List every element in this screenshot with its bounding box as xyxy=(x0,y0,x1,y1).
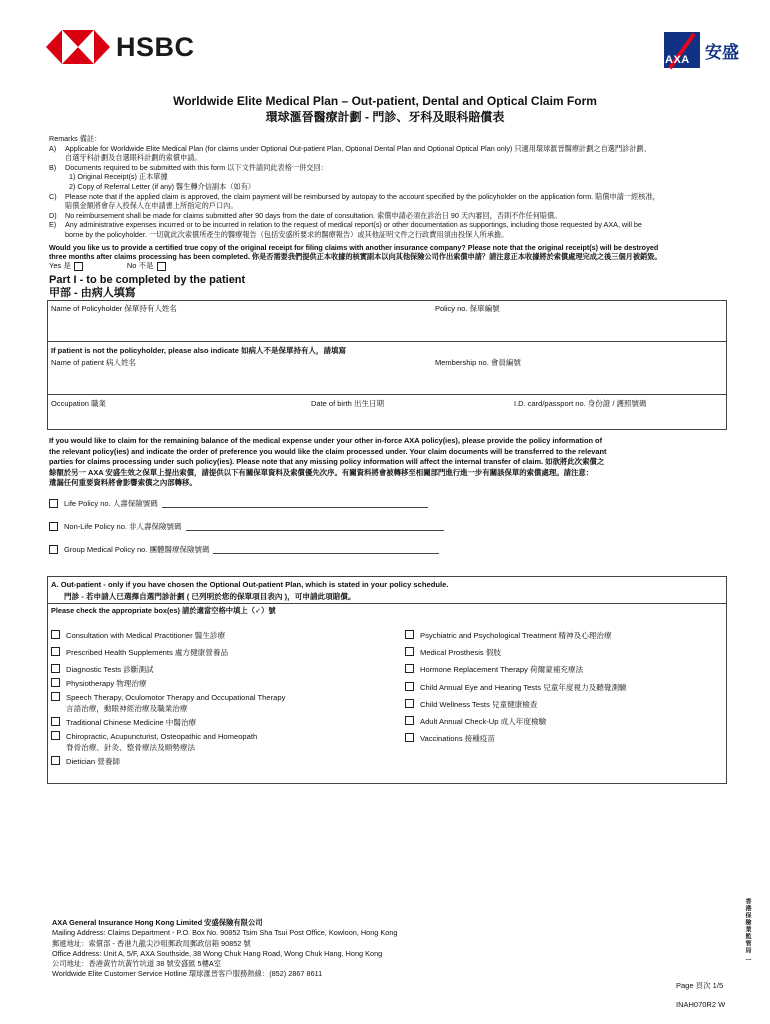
customer-hotline: Worldwide Elite Customer Service Hotline 環球滙晉客戶服務熱線：(852) 2867 8611 xyxy=(52,969,323,979)
group-policy-input[interactable] xyxy=(213,545,439,554)
health-supplements-checkbox[interactable] xyxy=(51,647,60,656)
item-speech-therapy: Speech Therapy, Oculomotor Therapy and Occupational Therapy 言語治療，動眼神經治療及職業治療 xyxy=(51,692,285,714)
item-tcm: Traditional Chinese Medicine 中醫治療 xyxy=(51,717,196,728)
item-dietician: Dietician 營養師 xyxy=(51,756,120,767)
tcm-checkbox[interactable] xyxy=(51,717,60,726)
hormone-checkbox[interactable] xyxy=(405,664,414,673)
axa-logo xyxy=(664,32,739,68)
remarks-section: Remarks 備註： A) Applicable for Worldwide Elite Medical Plan (for claims under Optional Out-patient Plan, Optional Dental Plan and Optional Optical Plan only) 只適用環球滙晉醫療計劃之自選門診計劃、 自選牙科計劃及自選眼科計劃的索償申請。 B) Documents required to be submitted with this form 以下文件請同此表格一併交回： 1) Original Receipt(s) 正本單據 2) Copy of Referral Letter (if any) 醫生轉介信副本（如有） C) Please note that if the applied claim is approved, the claim payment will be reimbursed by autopay to the account specified by the policyholder on the application form. 賠償申請一經核准， 賠償金額將會存入投保人在申請書上所指定的戶口內。 D) No reimbursement shall be made for claims submitted after 90 days from the date of consultation. 索償申請必須在診治日 90 天內審回，否則不作任何賠償。 E) Any administrative expenses incurred or to be incurred in relation to the request of medical report(s) or other documentation as supportings, including those requested by AXA, will be borne by the policyholder. 一切就此次索償所產生的醫療報告（包括安盛所要求的醫療報告）或其他証明文件之行政費用須由投保人所承擔。 Would you like us to provide a certified true copy of the original receipt for filing claims with another insurance company? Please note that the original receipt(s) will be destroyed three months after claims processing has been completed. 你是否需要我們提供正本收據的核實副本以向其他保險公司作出索償申請？請注意正本收據將於索償處理完成之後三個月被銷毀。 xyxy=(49,134,725,262)
nonlife-policy-checkbox[interactable] xyxy=(49,522,58,531)
psychiatric-checkbox[interactable] xyxy=(405,630,414,639)
remark-d: No reimbursement shall be made for claims submitted after 90 days from the date of consultation. 索償申請必須在診治日 90 天內審回，否則不作任何賠償。 xyxy=(65,210,562,220)
hsbc-wordmark: HSBC xyxy=(116,31,195,62)
adult-checkup-checkbox[interactable] xyxy=(405,716,414,725)
item-prosthesis: Medical Prosthesis 假肢 xyxy=(405,647,501,658)
yes-checkbox[interactable] xyxy=(74,262,83,271)
item-hormone: Hormone Replacement Therapy 荷爾蒙補充療法 xyxy=(405,664,583,675)
occupation-label: Occupation 職業 xyxy=(51,399,107,408)
patient-info-box xyxy=(47,300,727,430)
item-physiotherapy: Physiotherapy 物理治療 xyxy=(51,678,147,689)
life-policy-checkbox[interactable] xyxy=(49,499,58,508)
nonlife-policy-label: Non-Life Policy no. 非人壽保險號碼 xyxy=(64,522,182,531)
footer-address: AXA General Insurance Hong Kong Limited 安盛保險有限公司 Mailing Address: Claims Department - P.O. Box No. 90852 Tsim Sha Tsui Post Office, Kowloon, Hong Kong 郵遞地址：索償部 - 香港九龍尖沙咀郵政局郵政信箱 90852 號 Office Address: Unit A, 5/F, AXA Southside, 38 Wong Chuk Hang Road, Wong Chuk Hang, Hong Kong 公司地址：香港黃竹坑黃竹坑道 38 號安盛匯 5樓A室 Worldwide Elite Customer Service Hotline 環球滙晉客戶服務熱線：(852) 2867 8611 xyxy=(52,918,398,979)
remaining-balance-note: If you would like to claim for the remaining balance of the medical expense under your other in-force AXA policy(ies), please provide the policy information of the relevant policy(ies) and indicate the order of preference you would like the claim processed under. Your claim documents will be transferred to the relevant parties for claims processing under such policy(ies). Please note that any missing policy information will affect the internal transfer of claim. 如欲將此次索償之 餘額於另一 AXA 安盛生效之保單上提出索償，請提供以下有關保單資料及索償優先次序。有關資料將會被轉移至相關部門進行進一步有關該保單的索償處理。請注意： 遺漏任何重要資料將會影響索償之內部轉移。 xyxy=(49,436,607,488)
outpatient-title-zh: 門診 - 若申請人已選擇自選門診計劃 ( 已列明於您的保單項目表內 )，可申請此項賠償。 xyxy=(64,592,356,601)
diagnostic-tests-checkbox[interactable] xyxy=(51,664,60,673)
nonlife-policy-input[interactable] xyxy=(186,522,444,531)
axa-chinese-name: 安盛 xyxy=(705,42,739,62)
company-name: AXA General Insurance Hong Kong Limited 安盛保險有限公司 xyxy=(52,918,263,927)
chiropractic-checkbox[interactable] xyxy=(51,731,60,740)
remark-e: Any administrative expenses incurred or to be incurred in relation to the request of medical report(s) or other documentation as supportings, including those requested by AXA, will be xyxy=(65,220,642,230)
consultation-checkbox[interactable] xyxy=(51,630,60,639)
no-checkbox[interactable] xyxy=(157,262,166,271)
remark-c: Please note that if the applied claim is approved, the claim payment will be reimbursed by autopay to the account specified by the policyholder on the application form. 賠償申請一經核准， xyxy=(65,191,660,201)
item-vaccinations: Vaccinations 接種疫苗 xyxy=(405,733,495,744)
policyholder-name-label: Name of Policyholder 保單持有人姓名 xyxy=(51,304,177,313)
vaccinations-checkbox[interactable] xyxy=(405,733,414,742)
part1-heading: Part I - to be completed by the patient 甲部 - 由病人填寫 xyxy=(49,274,246,299)
certified-copy-question: Would you like us to provide a certified true copy of the original receipt for filing claims with another insurance company? Please note that the original receipt(s) will be destroyed xyxy=(49,242,659,252)
certified-copy-options xyxy=(49,260,166,271)
item-adult-checkup: Adult Annual Check-Up 成人年度檢驗 xyxy=(405,716,546,727)
patient-name-label: Name of patient 病人姓名 xyxy=(51,358,137,367)
child-eye-hearing-checkbox[interactable] xyxy=(405,682,414,691)
remarks-heading: Remarks 備註： xyxy=(49,134,102,143)
page-number: Page 頁次 1/5 xyxy=(676,981,724,990)
life-policy-label: Life Policy no. 人壽保險號碼 xyxy=(64,499,158,508)
check-instruction: Please check the appropriate box(es) 請於適當空格中填上（✓）號 xyxy=(51,606,276,615)
life-policy-input[interactable] xyxy=(162,499,428,508)
item-health-supplements: Prescribed Health Supplements 處方健康營養品 xyxy=(51,647,228,658)
physiotherapy-checkbox[interactable] xyxy=(51,678,60,687)
remark-a: Applicable for Worldwide Elite Medical Plan (for claims under Optional Out-patient Plan, Optional Dental Plan and Optional Optical Plan only) 只適用環球滙晉醫療計劃之自選門診計劃、 xyxy=(65,143,651,153)
policy-no-label: Policy no. 保單編號 xyxy=(435,304,500,313)
form-title-en: Worldwide Elite Medical Plan – Out-patient, Dental and Optical Claim Form xyxy=(173,94,597,108)
hsbc-hexagon-icon xyxy=(46,30,110,64)
item-chiropractic: Chiropractic, Acupuncturist, Osteopathic and Homeopath 脊骨治療、針灸、整骨療法及順勢療法 xyxy=(51,731,257,753)
id-no-label: I.D. card/passport no. 身份證 / 護照號碼 xyxy=(514,399,647,408)
form-code: INAH070R2 W xyxy=(676,1000,726,1009)
nonlife-policy-row xyxy=(49,521,444,532)
prosthesis-checkbox[interactable] xyxy=(405,647,414,656)
not-policyholder-note: If patient is not the policyholder, please also indicate 如病人不是保單持有人，請填寫 xyxy=(51,346,347,355)
hsbc-logo xyxy=(46,30,195,64)
no-label: No 不是 xyxy=(126,261,154,270)
speech-therapy-checkbox[interactable] xyxy=(51,692,60,701)
form-title-zh: 環球滙晉醫療計劃 - 門診、牙科及眼科賠償表 xyxy=(265,110,505,124)
dietician-checkbox[interactable] xyxy=(51,756,60,765)
yes-label: Yes 是 xyxy=(49,261,71,270)
item-consultation: Consultation with Medical Practitioner 醫生診療 xyxy=(51,630,225,641)
group-policy-label: Group Medical Policy no. 團體醫療保險號碼 xyxy=(64,545,210,554)
membership-no-label: Membership no. 會員編號 xyxy=(435,358,521,367)
item-child-wellness: Child Wellness Tests 兒童健康檢查 xyxy=(405,699,537,710)
outpatient-title-en: A. Out-patient - only if you have chosen the Optional Out-patient Plan, which is stated in your policy schedule. xyxy=(51,580,449,589)
item-psychiatric: Psychiatric and Psychological Treatment 精神及心理治療 xyxy=(405,630,612,641)
item-diagnostic-tests: Diagnostic Tests 診斷測試 xyxy=(51,664,154,675)
group-policy-checkbox[interactable] xyxy=(49,545,58,554)
axa-logo-icon: AXA xyxy=(664,32,700,68)
remark-b: Documents required to be submitted with this form 以下文件請同此表格一併交回： xyxy=(65,162,328,172)
side-stamp: 香港保險業監管局 一 xyxy=(744,898,750,964)
dob-label: Date of birth 出生日期 xyxy=(311,399,384,408)
item-child-eye-hearing: Child Annual Eye and Hearing Tests 兒童年度視力及聽覺測驗 xyxy=(405,682,627,693)
group-policy-row xyxy=(49,544,439,555)
life-policy-row xyxy=(49,498,428,509)
child-wellness-checkbox[interactable] xyxy=(405,699,414,708)
